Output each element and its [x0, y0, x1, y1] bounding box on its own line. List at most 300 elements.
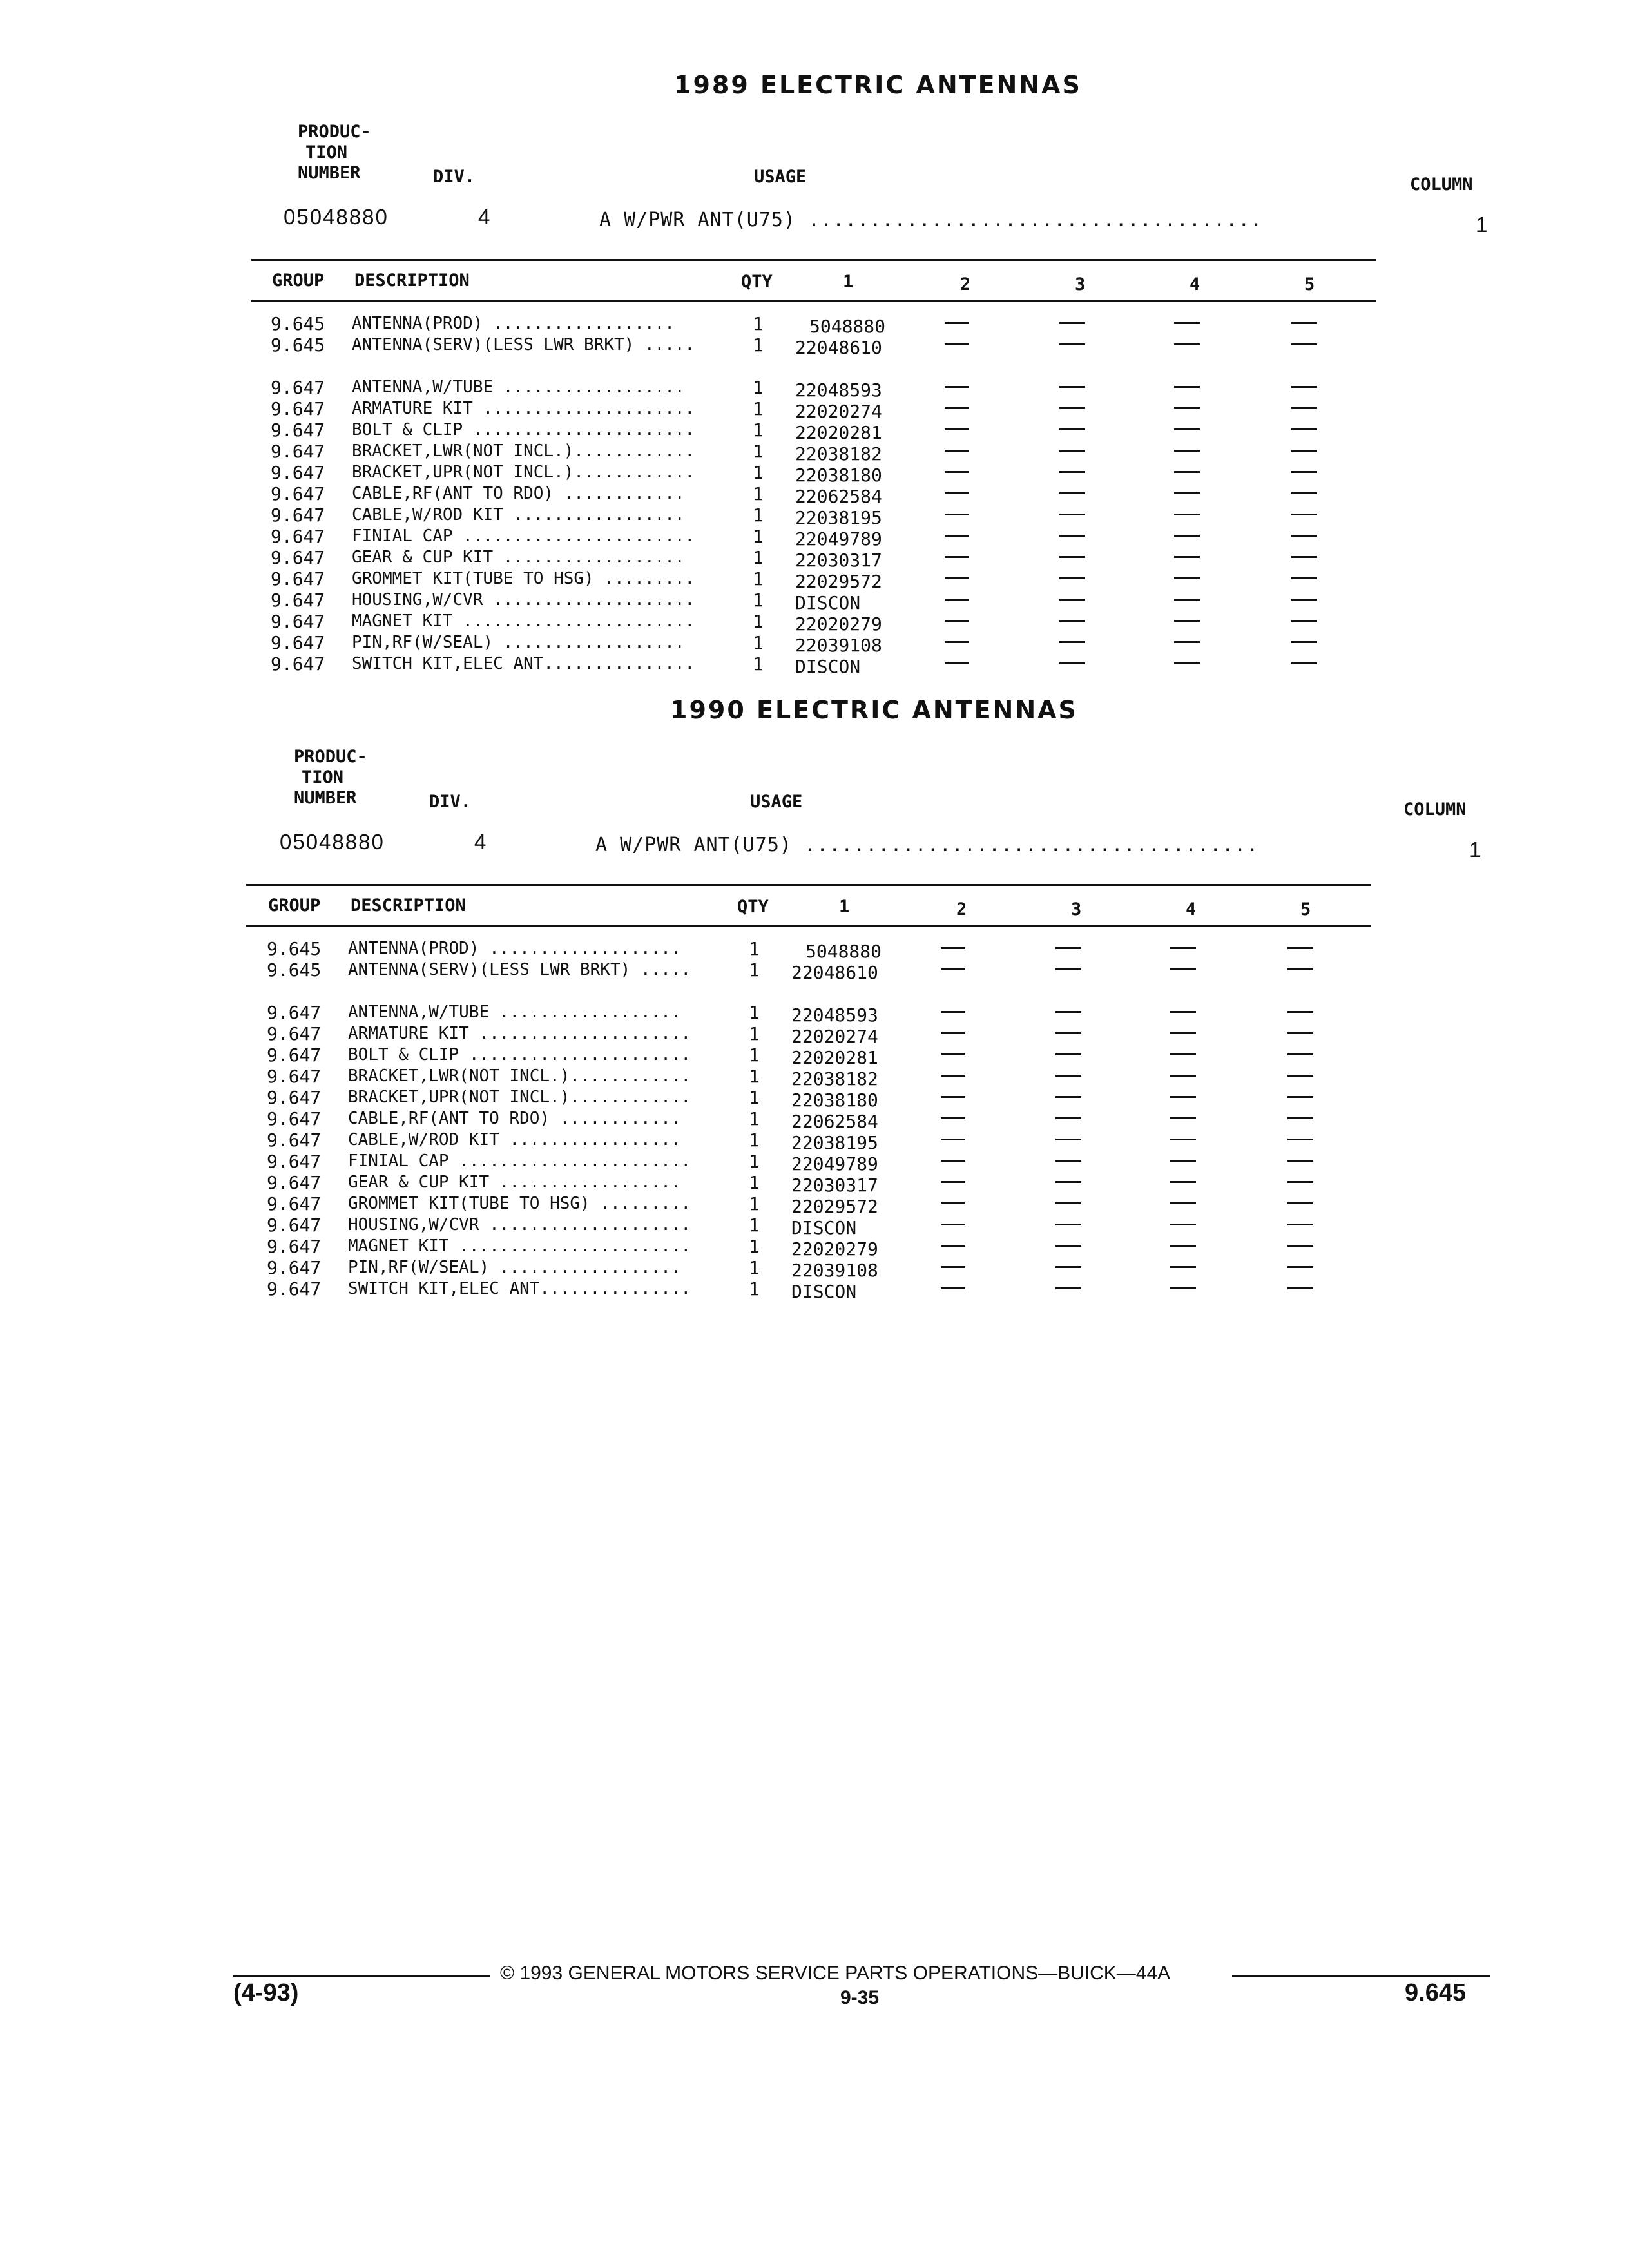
row-dash-col-5	[1291, 407, 1317, 409]
row-dash-col-4	[1170, 1245, 1196, 1247]
row-description: PIN,RF(W/SEAL) ..................	[352, 633, 685, 652]
table-header-col-5: 5	[1304, 274, 1315, 294]
div-value: 4	[478, 205, 492, 229]
header-tion: TION	[305, 142, 348, 162]
row-group: 9.647	[271, 547, 325, 568]
row-description: SWITCH KIT,ELEC ANT...............	[352, 654, 695, 673]
row-dash-col-3	[1055, 1266, 1081, 1268]
row-group: 9.647	[271, 419, 325, 441]
row-qty: 1	[749, 1172, 760, 1193]
row-qty: 1	[753, 419, 764, 441]
header-tion: TION	[302, 767, 344, 787]
row-group: 9.647	[271, 398, 325, 419]
row-qty: 1	[749, 1066, 760, 1087]
row-qty: 1	[753, 632, 764, 653]
row-dash-col-4	[1174, 662, 1200, 664]
table-header-col-2: 2	[956, 899, 967, 919]
row-dash-col-3	[1055, 1053, 1081, 1055]
row-qty: 1	[749, 1044, 760, 1066]
row-dash-col-4	[1170, 1202, 1196, 1204]
row-dash-col-2	[945, 471, 969, 473]
row-dash-col-2	[945, 450, 969, 452]
row-dash-col-2	[941, 1224, 965, 1225]
usage-text: A W/PWR ANT(U75) .....................................	[595, 834, 1259, 856]
row-part-number: 22049789	[791, 1153, 878, 1175]
row-dash-col-4	[1174, 428, 1200, 430]
row-part-number: 22048593	[791, 1004, 878, 1026]
footer-date: (4-93)	[233, 1979, 299, 2006]
row-dash-col-3	[1055, 947, 1081, 949]
row-dash-col-5	[1291, 450, 1317, 452]
row-dash-col-3	[1059, 428, 1085, 430]
row-dash-col-4	[1174, 556, 1200, 558]
row-dash-col-5	[1291, 386, 1317, 388]
production-number: 05048880	[284, 205, 389, 229]
row-dash-col-2	[941, 1181, 965, 1183]
row-description: BRACKET,UPR(NOT INCL.)............	[352, 463, 695, 482]
row-part-number: 22038182	[795, 443, 882, 465]
row-part-number: 22038180	[795, 465, 882, 486]
table-header-group: GROUP	[268, 896, 321, 916]
header-column: COLUMN	[1403, 800, 1467, 820]
row-group: 9.647	[271, 568, 325, 590]
row-qty: 1	[749, 1129, 760, 1151]
row-dash-col-5	[1287, 1096, 1313, 1098]
row-dash-col-3	[1059, 407, 1085, 409]
row-dash-col-3	[1059, 471, 1085, 473]
row-description: ANTENNA,W/TUBE ..................	[352, 378, 685, 397]
row-dash-col-4	[1170, 1224, 1196, 1225]
header-div: DIV.	[429, 792, 472, 812]
table-header-col-2: 2	[960, 274, 971, 294]
row-dash-col-3	[1059, 450, 1085, 452]
row-group: 9.647	[271, 526, 325, 547]
row-dash-col-5	[1291, 514, 1317, 515]
row-description: BRACKET,UPR(NOT INCL.)............	[348, 1088, 691, 1107]
row-dash-col-5	[1291, 620, 1317, 622]
row-dash-col-3	[1055, 1139, 1081, 1140]
row-qty: 1	[753, 653, 764, 675]
row-dash-col-2	[941, 1011, 965, 1013]
row-part-number: 22030317	[795, 550, 882, 571]
row-dash-col-4	[1174, 471, 1200, 473]
row-dash-col-2	[941, 1266, 965, 1268]
row-dash-col-2	[945, 641, 969, 643]
footer-rule-right	[1232, 1975, 1490, 1977]
row-qty: 1	[753, 377, 764, 398]
row-dash-col-3	[1055, 1117, 1081, 1119]
row-qty: 1	[753, 547, 764, 568]
row-group: 9.647	[267, 1002, 322, 1023]
row-dash-col-2	[945, 577, 969, 579]
row-dash-col-4	[1174, 343, 1200, 345]
row-part-number: DISCON	[791, 1281, 857, 1302]
row-group: 9.647	[271, 505, 325, 526]
row-dash-col-2	[945, 556, 969, 558]
row-part-number: 22049789	[795, 528, 882, 550]
table-header-col-3: 3	[1075, 274, 1086, 294]
footer-copyright: © 1993 GENERAL MOTORS SERVICE PARTS OPERATIONS—BUICK—44A	[500, 1963, 1171, 1984]
row-qty: 1	[753, 334, 764, 356]
row-part-number: 22039108	[795, 635, 882, 656]
row-description: GROMMET KIT(TUBE TO HSG) .........	[348, 1194, 691, 1213]
row-dash-col-5	[1291, 428, 1317, 430]
row-qty: 1	[753, 313, 764, 334]
row-dash-col-3	[1059, 662, 1085, 664]
row-group: 9.645	[267, 959, 322, 981]
row-description: GEAR & CUP KIT ..................	[352, 548, 685, 567]
row-dash-col-3	[1059, 535, 1085, 537]
row-part-number: 5048880	[809, 316, 886, 337]
row-description: BOLT & CLIP ......................	[352, 420, 695, 439]
table-header-rule	[251, 300, 1376, 302]
row-group: 9.647	[271, 377, 325, 398]
row-group: 9.647	[271, 632, 325, 653]
table-header-col-3: 3	[1071, 899, 1082, 919]
row-dash-col-5	[1287, 1139, 1313, 1140]
row-dash-col-2	[945, 535, 969, 537]
row-part-number: 22020279	[791, 1238, 878, 1260]
row-qty: 1	[749, 959, 760, 981]
row-dash-col-4	[1174, 599, 1200, 601]
row-group: 9.647	[267, 1193, 322, 1215]
row-dash-col-2	[941, 1139, 965, 1140]
table-header-description: DESCRIPTION	[354, 271, 470, 291]
row-dash-col-5	[1287, 1032, 1313, 1034]
row-group: 9.647	[267, 1023, 322, 1044]
row-qty: 1	[753, 441, 764, 462]
row-dash-col-5	[1291, 535, 1317, 537]
row-qty: 1	[749, 1023, 760, 1044]
row-dash-col-5	[1291, 322, 1317, 324]
div-value: 4	[474, 830, 488, 854]
row-dash-col-4	[1170, 968, 1196, 970]
row-dash-col-3	[1055, 1245, 1081, 1247]
row-group: 9.647	[271, 462, 325, 483]
footer-page-number: 9-35	[840, 1987, 880, 2008]
row-dash-col-4	[1174, 620, 1200, 622]
row-qty: 1	[749, 1215, 760, 1236]
row-dash-col-2	[945, 386, 969, 388]
row-group: 9.645	[267, 938, 322, 959]
row-dash-col-4	[1174, 514, 1200, 515]
row-dash-col-4	[1174, 386, 1200, 388]
row-dash-col-5	[1287, 947, 1313, 949]
row-dash-col-4	[1170, 1287, 1196, 1289]
usage-text: A W/PWR ANT(U75) .....................................	[599, 209, 1263, 231]
row-group: 9.647	[267, 1044, 322, 1066]
row-dash-col-4	[1174, 407, 1200, 409]
row-description: PIN,RF(W/SEAL) ..................	[348, 1258, 681, 1277]
row-dash-col-4	[1170, 1011, 1196, 1013]
row-description: MAGNET KIT .......................	[352, 611, 695, 631]
row-description: ANTENNA(PROD) ...................	[348, 939, 681, 958]
table-top-rule	[246, 884, 1371, 886]
row-group: 9.647	[267, 1236, 322, 1257]
row-dash-col-5	[1287, 1245, 1313, 1247]
row-dash-col-2	[945, 620, 969, 622]
row-dash-col-4	[1170, 1160, 1196, 1162]
row-dash-col-3	[1055, 1032, 1081, 1034]
row-dash-col-2	[945, 514, 969, 515]
row-dash-col-5	[1287, 1053, 1313, 1055]
row-qty: 1	[753, 462, 764, 483]
row-dash-col-4	[1170, 1032, 1196, 1034]
row-dash-col-5	[1287, 1266, 1313, 1268]
row-group: 9.645	[271, 313, 325, 334]
row-dash-col-3	[1055, 968, 1081, 970]
row-dash-col-5	[1291, 492, 1317, 494]
row-part-number: 22048610	[791, 962, 878, 983]
row-dash-col-4	[1170, 1139, 1196, 1140]
row-dash-col-2	[945, 599, 969, 601]
row-group: 9.647	[267, 1278, 322, 1300]
row-description: SWITCH KIT,ELEC ANT...............	[348, 1279, 691, 1298]
row-description: CABLE,RF(ANT TO RDO) ............	[348, 1109, 681, 1128]
row-qty: 1	[753, 526, 764, 547]
row-description: HOUSING,W/CVR ....................	[352, 590, 695, 610]
row-part-number: DISCON	[795, 592, 861, 613]
row-dash-col-3	[1059, 343, 1085, 345]
row-dash-col-2	[941, 1075, 965, 1077]
row-dash-col-4	[1174, 535, 1200, 537]
row-dash-col-2	[945, 322, 969, 324]
row-description: ANTENNA(SERV)(LESS LWR BRKT) .....	[352, 335, 695, 354]
header-column: COLUMN	[1410, 175, 1473, 195]
row-dash-col-3	[1055, 1224, 1081, 1225]
row-dash-col-3	[1059, 620, 1085, 622]
table-header-col-1: 1	[839, 897, 850, 917]
row-qty: 1	[753, 611, 764, 632]
row-dash-col-3	[1059, 386, 1085, 388]
row-group: 9.647	[267, 1257, 322, 1278]
row-description: FINIAL CAP .......................	[352, 526, 695, 546]
row-dash-col-5	[1291, 343, 1317, 345]
row-group: 9.647	[267, 1172, 322, 1193]
row-description: GROMMET KIT(TUBE TO HSG) .........	[352, 569, 695, 588]
row-description: ARMATURE KIT .....................	[348, 1024, 691, 1043]
row-dash-col-3	[1055, 1181, 1081, 1183]
column-value: 1	[1476, 213, 1489, 236]
row-group: 9.647	[267, 1129, 322, 1151]
row-dash-col-2	[941, 968, 965, 970]
header-produc: PRODUC-	[294, 747, 367, 767]
row-description: CABLE,W/ROD KIT .................	[348, 1130, 681, 1149]
row-dash-col-3	[1059, 577, 1085, 579]
row-dash-col-4	[1170, 947, 1196, 949]
row-qty: 1	[749, 1257, 760, 1278]
row-dash-col-4	[1174, 450, 1200, 452]
header-number: NUMBER	[298, 163, 361, 183]
row-description: ARMATURE KIT .....................	[352, 399, 695, 418]
row-dash-col-5	[1287, 1181, 1313, 1183]
row-qty: 1	[753, 483, 764, 505]
row-dash-col-5	[1291, 599, 1317, 601]
row-qty: 1	[749, 1193, 760, 1215]
row-dash-col-4	[1174, 492, 1200, 494]
row-dash-col-4	[1170, 1266, 1196, 1268]
row-group: 9.647	[271, 653, 325, 675]
row-dash-col-3	[1059, 556, 1085, 558]
row-dash-col-5	[1287, 1202, 1313, 1204]
row-group: 9.647	[271, 590, 325, 611]
row-qty: 1	[749, 1108, 760, 1129]
row-dash-col-4	[1170, 1117, 1196, 1119]
table-header-group: GROUP	[272, 271, 325, 291]
table-top-rule	[251, 259, 1376, 261]
row-dash-col-5	[1287, 1287, 1313, 1289]
column-value: 1	[1469, 838, 1483, 861]
header-usage: USAGE	[754, 167, 807, 187]
table-header-description: DESCRIPTION	[351, 896, 466, 916]
row-qty: 1	[749, 1278, 760, 1300]
header-number: NUMBER	[294, 788, 357, 808]
row-description: HOUSING,W/CVR ....................	[348, 1215, 691, 1235]
row-dash-col-4	[1170, 1075, 1196, 1077]
section-title: 1990 ELECTRIC ANTENNAS	[670, 696, 1078, 724]
row-description: BRACKET,LWR(NOT INCL.)............	[352, 441, 695, 461]
row-part-number: DISCON	[791, 1217, 857, 1238]
row-qty: 1	[749, 1236, 760, 1257]
row-dash-col-2	[941, 1053, 965, 1055]
row-dash-col-5	[1291, 556, 1317, 558]
row-group: 9.647	[267, 1151, 322, 1172]
row-group: 9.647	[267, 1215, 322, 1236]
row-dash-col-2	[945, 492, 969, 494]
row-dash-col-2	[945, 662, 969, 664]
row-dash-col-5	[1287, 1224, 1313, 1225]
row-dash-col-3	[1055, 1202, 1081, 1204]
row-dash-col-2	[945, 407, 969, 409]
row-part-number: 22048610	[795, 337, 882, 358]
row-dash-col-5	[1291, 662, 1317, 664]
row-dash-col-5	[1287, 1011, 1313, 1013]
row-part-number: 22062584	[795, 486, 882, 507]
row-part-number: 22062584	[791, 1111, 878, 1132]
row-part-number: DISCON	[795, 656, 861, 677]
header-div: DIV.	[433, 167, 476, 187]
row-description: CABLE,W/ROD KIT .................	[352, 505, 685, 524]
table-header-qty: QTY	[741, 272, 773, 292]
row-dash-col-2	[941, 1032, 965, 1034]
table-header-col-1: 1	[843, 272, 854, 292]
row-part-number: 22038182	[791, 1068, 878, 1090]
row-description: FINIAL CAP .......................	[348, 1151, 691, 1171]
row-dash-col-3	[1059, 514, 1085, 515]
row-part-number: 22038180	[791, 1090, 878, 1111]
row-dash-col-3	[1059, 322, 1085, 324]
row-qty: 1	[749, 1087, 760, 1108]
row-dash-col-2	[941, 1117, 965, 1119]
row-part-number: 22038195	[795, 507, 882, 528]
row-group: 9.647	[271, 483, 325, 505]
row-group: 9.647	[271, 611, 325, 632]
footer-rule-left	[233, 1975, 490, 1977]
row-part-number: 22020281	[795, 422, 882, 443]
row-qty: 1	[753, 590, 764, 611]
row-dash-col-4	[1174, 322, 1200, 324]
row-description: ANTENNA(PROD) ..................	[352, 314, 675, 333]
row-dash-col-3	[1059, 599, 1085, 601]
row-dash-col-5	[1291, 577, 1317, 579]
row-description: ANTENNA,W/TUBE ..................	[348, 1003, 681, 1022]
table-header-col-5: 5	[1300, 899, 1311, 919]
row-dash-col-5	[1287, 1117, 1313, 1119]
row-dash-col-2	[941, 1287, 965, 1289]
row-qty: 1	[749, 938, 760, 959]
row-dash-col-4	[1170, 1053, 1196, 1055]
row-dash-col-4	[1170, 1096, 1196, 1098]
row-dash-col-5	[1287, 968, 1313, 970]
row-dash-col-4	[1174, 577, 1200, 579]
row-qty: 1	[753, 568, 764, 590]
row-dash-col-2	[941, 947, 965, 949]
row-part-number: 22029572	[791, 1196, 878, 1217]
row-part-number: 22020274	[791, 1026, 878, 1047]
row-dash-col-5	[1287, 1075, 1313, 1077]
footer-section-number: 9.645	[1405, 1979, 1467, 2006]
row-dash-col-5	[1291, 641, 1317, 643]
row-dash-col-5	[1291, 471, 1317, 473]
row-part-number: 22020274	[795, 401, 882, 422]
row-dash-col-4	[1170, 1181, 1196, 1183]
row-dash-col-3	[1059, 641, 1085, 643]
row-qty: 1	[749, 1002, 760, 1023]
production-number: 05048880	[280, 830, 385, 854]
row-group: 9.647	[267, 1066, 322, 1087]
row-part-number: 22020281	[791, 1047, 878, 1068]
row-dash-col-2	[941, 1202, 965, 1204]
row-dash-col-3	[1055, 1096, 1081, 1098]
section-title: 1989 ELECTRIC ANTENNAS	[674, 71, 1082, 99]
table-header-rule	[246, 925, 1371, 927]
row-description: MAGNET KIT .......................	[348, 1236, 691, 1256]
row-qty: 1	[753, 505, 764, 526]
row-qty: 1	[753, 398, 764, 419]
row-description: ANTENNA(SERV)(LESS LWR BRKT) .....	[348, 960, 691, 979]
row-dash-col-5	[1287, 1160, 1313, 1162]
row-dash-col-3	[1059, 492, 1085, 494]
row-dash-col-3	[1055, 1160, 1081, 1162]
row-description: CABLE,RF(ANT TO RDO) ............	[352, 484, 685, 503]
table-header-col-4: 4	[1190, 274, 1200, 294]
header-usage: USAGE	[750, 792, 803, 812]
row-part-number: 22038195	[791, 1132, 878, 1153]
table-header-qty: QTY	[737, 897, 769, 917]
row-dash-col-2	[941, 1160, 965, 1162]
row-part-number: 22048593	[795, 380, 882, 401]
header-produc: PRODUC-	[298, 122, 371, 142]
row-group: 9.647	[271, 441, 325, 462]
row-part-number: 22029572	[795, 571, 882, 592]
row-part-number: 22039108	[791, 1260, 878, 1281]
row-description: BRACKET,LWR(NOT INCL.)............	[348, 1066, 691, 1086]
row-part-number: 5048880	[805, 941, 882, 962]
row-description: BOLT & CLIP ......................	[348, 1045, 691, 1064]
table-header-col-4: 4	[1186, 899, 1197, 919]
row-dash-col-4	[1174, 641, 1200, 643]
row-dash-col-3	[1055, 1011, 1081, 1013]
row-part-number: 22030317	[791, 1175, 878, 1196]
row-group: 9.645	[271, 334, 325, 356]
row-dash-col-2	[945, 343, 969, 345]
row-description: GEAR & CUP KIT ..................	[348, 1173, 681, 1192]
row-part-number: 22020279	[795, 613, 882, 635]
row-group: 9.647	[267, 1108, 322, 1129]
row-group: 9.647	[267, 1087, 322, 1108]
row-dash-col-2	[945, 428, 969, 430]
row-qty: 1	[749, 1151, 760, 1172]
